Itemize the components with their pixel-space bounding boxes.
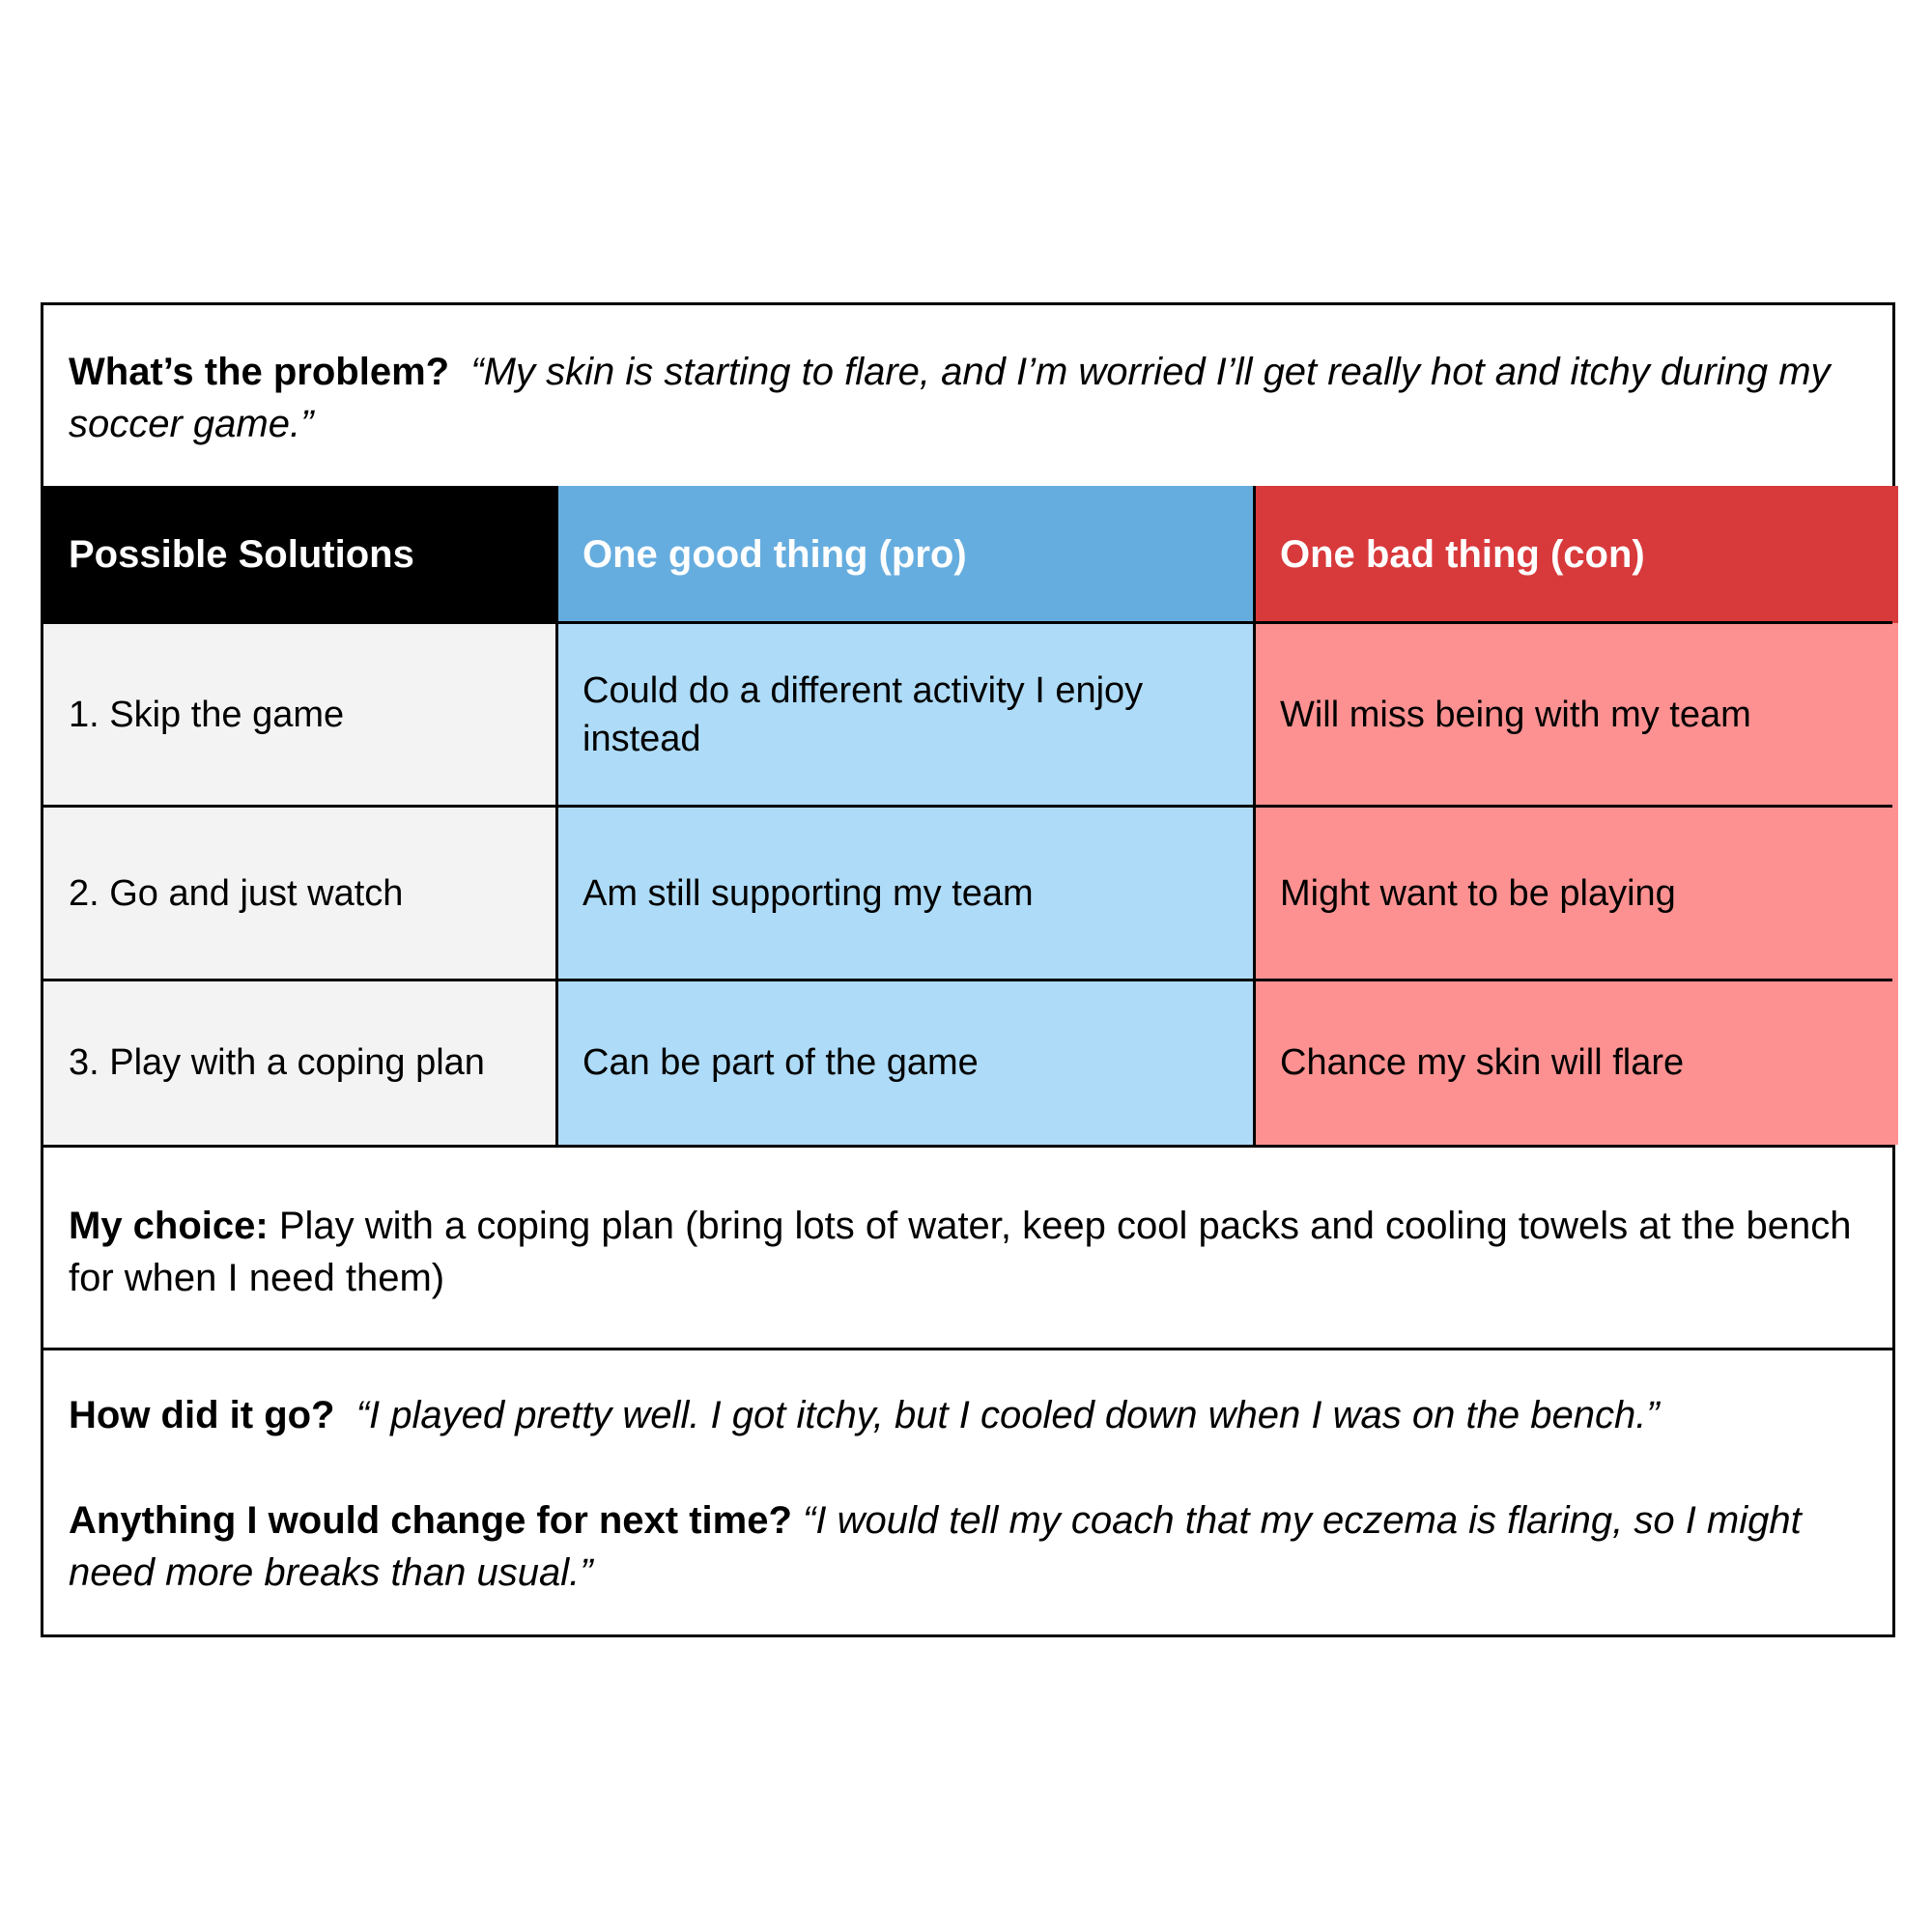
row-divider: [43, 979, 1892, 981]
choice-text: Play with a coping plan (bring lots of water, keep cool packs and cooling towels at the bench for when I need them): [69, 1205, 1852, 1299]
how-label: How did it go?: [69, 1394, 335, 1436]
solution-cell: 3. Play with a coping plan: [43, 980, 557, 1145]
header-possible-solutions: Possible Solutions: [43, 486, 557, 623]
problem-section: [43, 305, 1892, 489]
how-quote: “I played pretty well. I got itchy, but I cooled down when I was on the bench.”: [355, 1394, 1660, 1436]
column-divider: [1253, 486, 1256, 1145]
problem-quote: “My skin is starting to flare, and I’m worried I’ll get really hot and itchy during my soccer game.”: [69, 351, 1831, 445]
con-cell: Chance my skin will flare: [1255, 980, 1898, 1145]
choice-label: My choice:: [69, 1205, 269, 1247]
change-label: Anything I would change for next time?: [69, 1499, 792, 1542]
con-cell: Might want to be playing: [1255, 807, 1898, 980]
header-pro: One good thing (pro): [557, 486, 1255, 623]
pros-cons-table: [43, 486, 1892, 1145]
column-divider: [555, 486, 558, 1145]
reflection-section: [43, 1350, 1892, 1634]
header-con: One bad thing (con): [1255, 486, 1898, 623]
solution-cell: 2. Go and just watch: [43, 807, 557, 980]
pro-cell: Can be part of the game: [557, 980, 1255, 1145]
con-cell: Will miss being with my team: [1255, 623, 1898, 807]
solution-cell: 1. Skip the game: [43, 623, 557, 807]
pro-cell: Am still supporting my team: [557, 807, 1255, 980]
pro-cell: Could do a different activity I enjoy instead: [557, 623, 1255, 807]
how-did-it-go: [69, 1389, 1867, 1441]
problem-label: What’s the problem?: [69, 351, 450, 393]
row-divider: [43, 805, 1892, 808]
choice-section: [43, 1145, 1892, 1350]
worksheet: [41, 302, 1895, 1637]
change-quote: “I would tell my coach that my eczema is flaring, so I might need more breaks than usual.”: [69, 1499, 1802, 1594]
next-time-change: [69, 1494, 1867, 1599]
row-divider: [43, 621, 1892, 624]
